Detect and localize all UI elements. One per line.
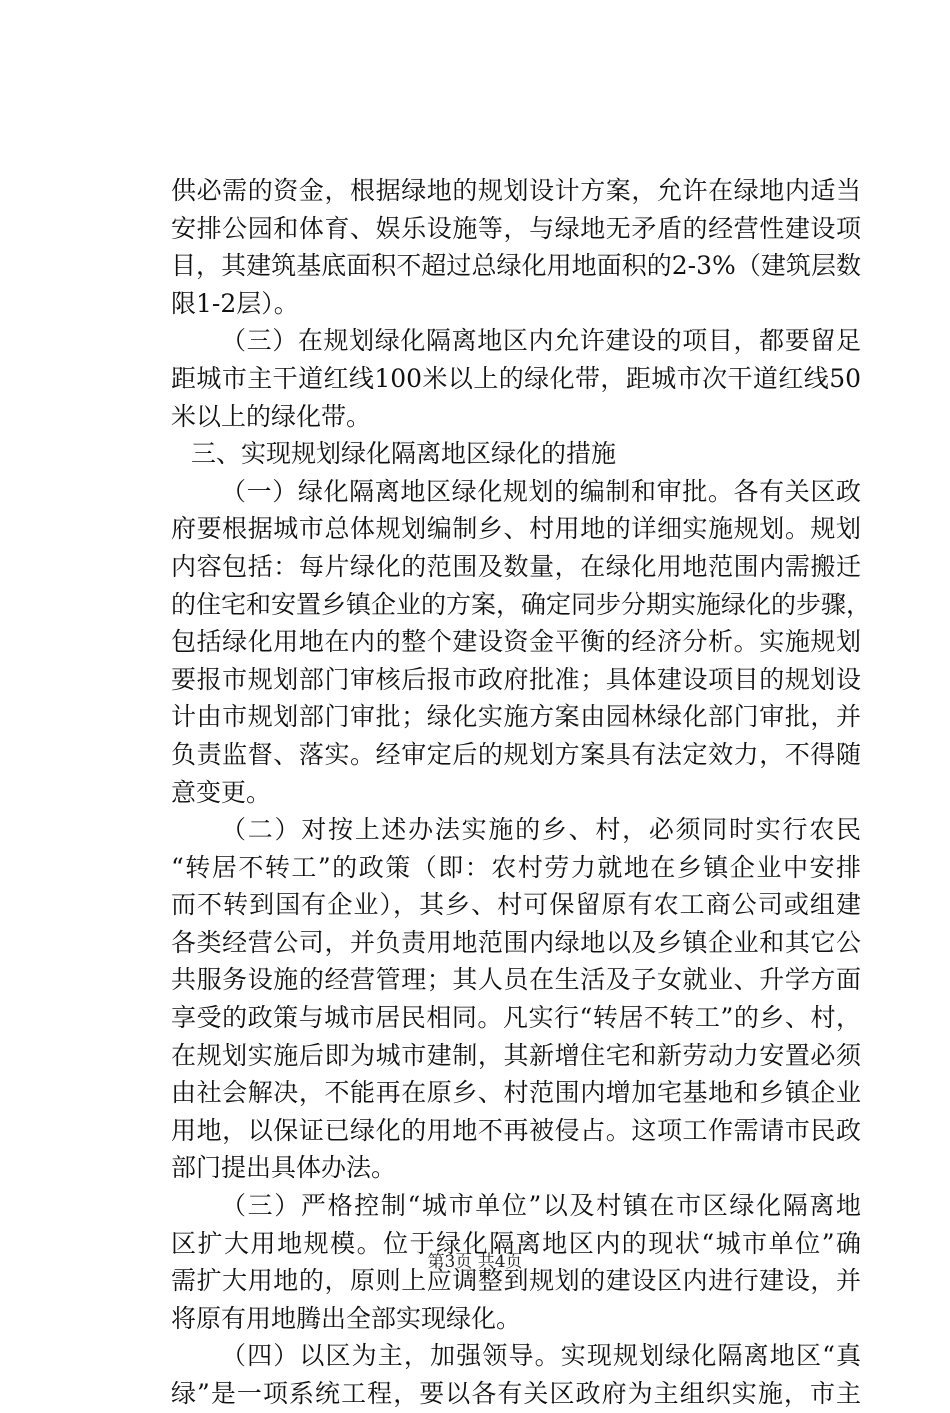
- text-line: 供必需的资金，根据绿地的规划设计方案，允许在绿地内适当: [171, 176, 861, 205]
- text-line: 意变更。: [171, 777, 272, 807]
- text-line: 将原有用地腾出全部实现绿化。: [171, 1303, 522, 1333]
- text-line: 负责监督、落实。经审定后的规划方案具有法定效力，不得随: [171, 739, 861, 769]
- page-footer: 第3页 共4页: [427, 1252, 523, 1272]
- text-line: 区扩大用地规模。位于绿化隔离地区内的现状“城市单位”确: [171, 1228, 861, 1258]
- text-line: 由社会解决，不能再在原乡、村范围内增加宅基地和乡镇企业: [171, 1078, 861, 1108]
- text-line: 三、实现规划绿化隔离地区绿化的措施: [191, 439, 617, 469]
- text-line: （三）在规划绿化隔离地区内允许建设的项目，都要留足: [221, 326, 861, 356]
- text-line: 而不转到国有企业），其乡、村可保留原有农工商公司或组建: [171, 890, 861, 920]
- text-line: 在规划实施后即为城市建制，其新增住宅和新劳动力安置必须: [171, 1040, 861, 1070]
- text-line: 部门提出具体办法。: [171, 1153, 397, 1183]
- text-line: 要报市规划部门审核后报市政府批准；具体建设项目的规划设: [171, 664, 861, 694]
- text-line: 需扩大用地的，原则上应调整到规划的建设区内进行建设，并: [171, 1266, 861, 1296]
- text-line: 享受的政策与城市居民相同。凡实行“转居不转工”的乡、村，: [171, 1003, 861, 1033]
- text-line: 米以上的绿化带。: [171, 401, 372, 431]
- text-line: 用地，以保证已绿化的用地不再被侵占。这项工作需请市民政: [171, 1115, 861, 1145]
- text-line: 限1-2层）。: [171, 288, 299, 318]
- text-line: （三）严格控制“城市单位”以及村镇在市区绿化隔离地: [221, 1191, 861, 1221]
- text-line: （二）对按上述办法实施的乡、村，必须同时实行农民: [221, 815, 861, 845]
- text-line: 各类经营公司，并负责用地范围内绿地以及乡镇企业和其它公: [171, 927, 861, 957]
- text-line: “转居不转工”的政策（即：农村劳力就地在乡镇企业中安排: [171, 852, 861, 882]
- text-line: 距城市主干道红线100米以上的绿化带，距城市次干道红线50: [171, 363, 861, 393]
- text-line: 安排公园和体育、娱乐设施等，与绿地无矛盾的经营性建设项: [171, 213, 861, 243]
- text-line: 目，其建筑基底面积不超过总绿化用地面积的2-3%（建筑层数: [171, 251, 861, 281]
- text-line: 计由市规划部门审批；绿化实施方案由园林绿化部门审批，并: [171, 702, 861, 732]
- text-line: 共服务设施的经营管理；其人员在生活及子女就业、升学方面: [171, 965, 861, 995]
- text-line: （四）以区为主，加强领导。实现规划绿化隔离地区“真: [221, 1341, 861, 1371]
- text-line: 绿”是一项系统工程，要以各有关区政府为主组织实施，市主: [171, 1379, 861, 1408]
- text-line: 包括绿化用地在内的整个建设资金平衡的经济分析。实施规划: [171, 627, 861, 657]
- text-line: 的住宅和安置乡镇企业的方案，确定同步分期实施绿化的步骤，: [171, 589, 872, 619]
- text-line: （一）绿化隔离地区绿化规划的编制和审批。各有关区政: [221, 476, 861, 506]
- document-body: [171, 172, 872, 1413]
- text-line: 内容包括：每片绿化的范围及数量，在绿化用地范围内需搬迁: [171, 551, 861, 581]
- text-line: 府要根据城市总体规划编制乡、村用地的详细实施规划。规划: [171, 514, 861, 544]
